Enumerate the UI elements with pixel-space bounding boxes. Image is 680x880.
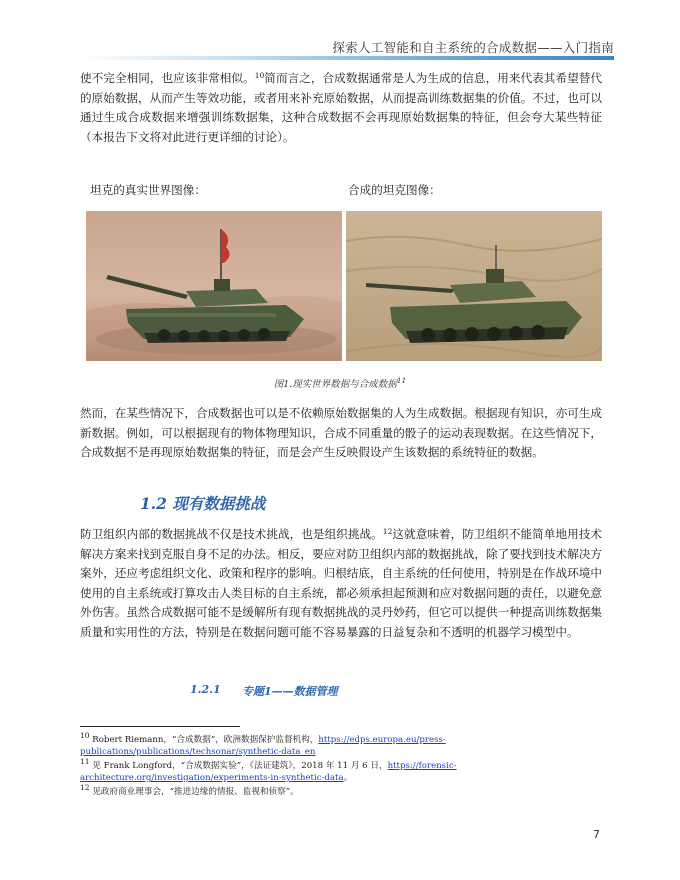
real-tank-photo: [86, 211, 342, 361]
footnote-link[interactable]: https://edps.europa.eu/press-publications/publications/techsonar/synthetic-data_en: [80, 735, 446, 757]
section-heading: [140, 492, 265, 514]
paragraph-3: [80, 525, 602, 643]
paragraph-2: 然而，在某些情况下，合成数据也可以是不依赖原始数据集的人为生成数据。根据现有知识，亦可生成新数据。例如，可以根据现有的物体物理知识，合成不同重量的骰子的运动表现数据。在这些情况下，合成数据不是再现原始数据集的特征，而是会产生反映假设产生该数据的系统特征的数据。: [80, 406, 602, 460]
intro-text-1: 使不完全相同，也应该非常相似。: [80, 71, 255, 85]
running-header: 探索人工智能和自主系统的合成数据——入门指南: [332, 40, 614, 55]
intro-paragraph: [80, 69, 602, 147]
footnote-separator: [80, 726, 240, 727]
footnote-text: 见政府商业理事会，“推进边缘的情报、监视和侦察”。: [92, 787, 299, 797]
page-number: 7: [593, 828, 600, 841]
figure-caption-text: 图1.现实世界数据与合成数据: [273, 379, 397, 390]
subsection-number: 1.2.1: [190, 683, 221, 696]
footnote-12: [80, 783, 602, 798]
subsection-title: 专题1——数据管理: [242, 685, 338, 698]
footnote-11: [80, 757, 602, 784]
intro-text-2: 简而言之，合成数据通常是人为生成的信息，用来代表其希望替代的原始数据，从而产生等效功能，或者用来补充原始数据，从而提高训练数据集的价值。不过，也可以通过生成合成数据来增强训练数据集，这种合成数据不会再现原始数据集的特征，但会夸大某些特征（本报告下文将对此进行更详细的讨论）。: [80, 71, 602, 144]
footnote-text: Robert Riemann，“合成数据”，欧洲数据保护监督机构，: [92, 735, 319, 745]
footnote-number: 10: [80, 731, 90, 740]
synthetic-image-label: 合成的坦克图像：: [348, 183, 441, 197]
footnote-ref-12[interactable]: 12: [382, 527, 393, 536]
footnote-10: [80, 731, 602, 758]
footnote-ref-11[interactable]: 11: [396, 376, 407, 385]
footnote-tail: 。: [343, 773, 353, 783]
footnote-number: 11: [80, 757, 90, 766]
figure-caption: [0, 376, 680, 390]
footnote-text: 见 Frank Longford，“合成数据实验”，《法证建筑》，2018 年 11 月 6 日，: [92, 761, 388, 771]
footnote-number: 12: [80, 783, 90, 792]
header-rule: [80, 56, 614, 60]
section-number: 1.2: [140, 494, 167, 513]
footnote-link[interactable]: https://forensic-architecture.org/investigation/experiments-in-synthetic-data: [80, 761, 457, 783]
real-image-label: 坦克的真实世界图像：: [90, 183, 206, 197]
synthetic-tank-image: [346, 211, 602, 361]
para3-text-1: 防卫组织内部的数据挑战不仅是技术挑战，也是组织挑战。: [80, 527, 383, 541]
footnote-ref-10[interactable]: 10: [254, 71, 265, 80]
section-title: 现有数据挑战: [172, 494, 266, 513]
para3-text-2: 这就意味着，防卫组织不能简单地用技术解决方案来找到克服自身不足的办法。相反，要应对防卫组织内部的数据挑战，除了要找到技术解决方案外，还应考虑组织文化、政策和程序的影响。归根结底，自主系统的任何使用，特别是在作战环境中使用的自主系统或打算攻击人类目标的自主系统，都必须承担起预测和应对数据问题的责任，以避免意外伤害。虽然合成数据可能不是缓解所有现有数据挑战的灵丹妙药，但它可以提供一种提高训练数据集质量和实用性的方法，特别是在数据问题可能不容易暴露的日益复杂和不透明的机器学习模型中。: [80, 527, 602, 639]
